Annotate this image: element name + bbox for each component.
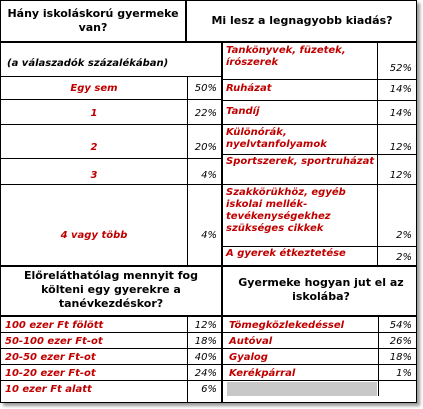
spending-row-label: 20-50 ezer Ft-ot <box>5 352 96 363</box>
divider <box>1 332 416 333</box>
children-row-label: Egy sem <box>70 83 118 94</box>
children-row-label: 3 <box>90 170 98 181</box>
divider <box>1 315 416 317</box>
divider <box>1 158 221 159</box>
expense-row-label: Szakkörükhöz, egyéb iskolai mellék-tevékenységekhez szükséges cikkek <box>226 187 346 234</box>
divider <box>187 315 188 403</box>
commute-row-label: Autóval <box>229 336 273 347</box>
spending-row-label: 100 ezer Ft fölött <box>5 320 104 331</box>
commute-row-label: Tömegközlekedéssel <box>229 320 345 331</box>
commute-row-label: Kerékpárral <box>229 368 296 379</box>
divider <box>187 76 188 266</box>
spending-title: Előreláthatólag mennyit fog költeni egy gyerekre a tanévkezdéskor? <box>24 269 198 310</box>
commute-row-pct: 54% <box>389 320 412 331</box>
divider <box>1 265 416 267</box>
spending-row-pct: 40% <box>194 352 217 363</box>
divider <box>221 315 223 403</box>
divider <box>1 124 221 125</box>
commute-row-label: Gyalog <box>229 352 268 363</box>
expense-row-label: Különórák, nyelvtanfolyamok <box>226 127 327 150</box>
expense-row-label: Tankönyvek, füzetek, írószerek <box>226 45 346 68</box>
divider <box>1 184 221 185</box>
expense-row-label: Sportszerek, sportruházat <box>226 156 375 167</box>
children-row-label: 4 vagy több <box>60 230 128 241</box>
children-row-pct: 4% <box>201 230 217 241</box>
children-row-label: 1 <box>90 108 98 119</box>
divider <box>223 124 416 125</box>
divider <box>1 364 416 365</box>
expense-row-label: Tandíj <box>226 106 260 117</box>
spending-row-label: 50-100 ezer Ft-ot <box>5 336 103 347</box>
children-row-pct: 50% <box>194 83 217 94</box>
children-row-pct: 4% <box>201 170 217 181</box>
children-count-title: Hány iskoláskorú gyermeke van? <box>7 7 179 34</box>
spending-row-pct: 24% <box>194 368 217 379</box>
children-row-pct: 20% <box>194 142 217 153</box>
expense-row-pct: 12% <box>389 142 412 153</box>
children-row-label: 2 <box>90 142 98 153</box>
expense-row-pct: 52% <box>389 63 412 74</box>
divider <box>223 184 416 185</box>
divider <box>378 315 379 396</box>
spending-row-pct: 18% <box>194 336 217 347</box>
divider <box>185 1 187 41</box>
biggest-expense-title: Mi lesz a legnagyobb kiadás? <box>211 14 393 27</box>
commute-title: Gyermeke hogyan jut el az iskolába? <box>238 276 404 303</box>
expense-row-pct: 14% <box>389 108 412 119</box>
spending-row-pct: 6% <box>201 384 217 395</box>
divider <box>223 100 416 101</box>
divider <box>221 265 223 315</box>
divider <box>1 348 416 349</box>
divider <box>221 41 223 266</box>
divider <box>223 246 416 247</box>
spending-row-label: 10-20 ezer Ft-ot <box>5 368 96 379</box>
children-row-pct: 22% <box>194 108 217 119</box>
expense-row-label: Ruházat <box>226 83 272 94</box>
commute-row-pct: 1% <box>396 368 412 379</box>
spending-row-pct: 12% <box>194 320 217 331</box>
divider <box>1 41 416 43</box>
divider <box>377 41 378 266</box>
expense-row-label: A gyerek étkeztetése <box>226 248 346 259</box>
divider <box>223 79 416 80</box>
expense-row-pct: 2% <box>396 230 412 241</box>
percent-note: (a válaszadók százalékában) <box>7 58 169 69</box>
divider <box>1 76 221 77</box>
commute-row-pct: 26% <box>389 336 412 347</box>
expense-row-pct: 14% <box>389 84 412 95</box>
spending-row-label: 10 ezer Ft alatt <box>5 384 92 395</box>
expense-row-pct: 12% <box>389 170 412 181</box>
expense-row-pct: 2% <box>396 252 412 263</box>
divider <box>1 380 416 381</box>
commute-row-pct: 18% <box>389 352 412 363</box>
divider <box>223 154 416 155</box>
divider <box>1 99 221 100</box>
empty-cell <box>227 382 377 396</box>
